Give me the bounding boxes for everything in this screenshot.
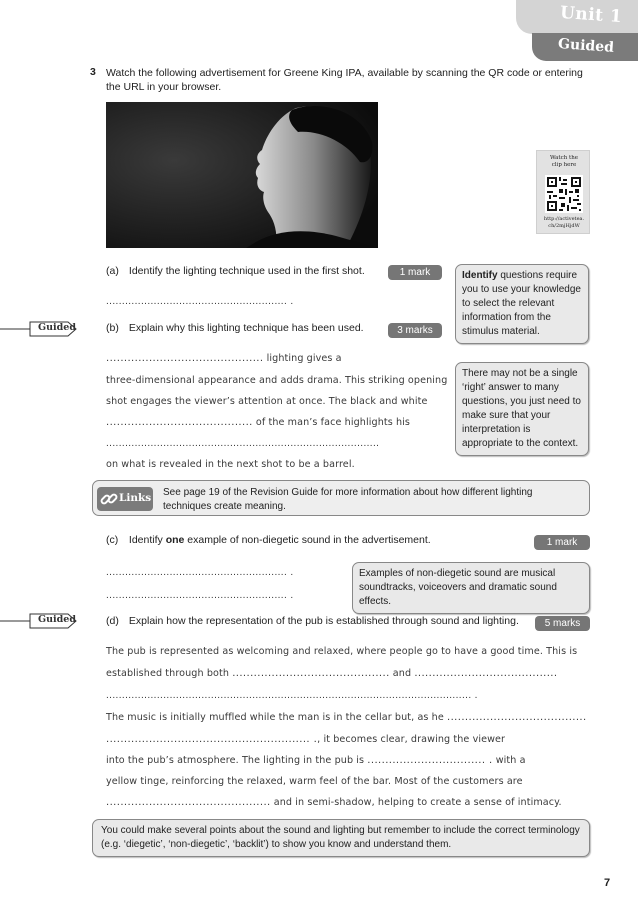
qr-url-line2[interactable]: ch/2mjHjdW — [548, 223, 580, 229]
part-b-line6: on what is revealed in the next shot to be a barrel. — [106, 459, 355, 470]
part-c-answer-line-2: ......................................................... . — [106, 590, 294, 601]
part-c-label: (c) — [106, 534, 119, 546]
identify-tip-text: questions require you to use your knowledge to select the relevant information from the stimulus material. — [462, 270, 581, 337]
part-d-label: (d) — [106, 615, 119, 627]
part-b-marks-badge: 3 marks — [388, 323, 442, 338]
part-a-marks-badge: 1 mark — [388, 265, 442, 280]
part-b-line4-dots: ......................................... — [106, 417, 253, 428]
part-b-line1 — [106, 353, 342, 364]
part-d-text: Explain how the representation of the pub is established through sound and lighting. — [128, 615, 519, 627]
part-d-line4-dots: ....................................... — [447, 712, 587, 723]
part-d-line2-mid: and — [389, 668, 415, 679]
qr-code-panel — [536, 150, 590, 234]
part-b-line1-dots: ............................................ — [106, 353, 264, 364]
part-d-line7: yellow tinge, reinforcing the relaxed, warm feel of the bar. Most of the customers are — [106, 776, 523, 787]
guided-tab-label: Guided — [557, 36, 615, 56]
part-d-line6-end: with a — [492, 755, 526, 766]
guided-tab — [532, 33, 638, 61]
part-b-line2: three-dimensional appearance and adds drama. This striking opening — [106, 375, 448, 386]
unit-tab — [516, 0, 638, 34]
part-b-line5-dots: ...................................................................................... — [106, 438, 380, 449]
unit-label: Unit 1 — [559, 2, 623, 28]
part-d-line1: The pub is represented as welcoming and relaxed, where people go to have a good time. This is — [106, 646, 578, 657]
part-d-line2 — [106, 668, 557, 679]
qr-watch-line2: clip here — [551, 162, 577, 168]
part-c-post: example of non-diegetic sound in the advertisement. — [184, 534, 431, 546]
part-d-line5-text: , it becomes clear, drawing the viewer — [317, 734, 506, 745]
part-d-line6-dots: ................................. . — [367, 755, 493, 766]
part-b-line1-text: lighting gives a — [263, 353, 342, 364]
part-d-marks-badge: 5 marks — [535, 616, 590, 631]
part-d-line2-text: established through both — [106, 668, 233, 679]
chain-link-icon — [99, 489, 119, 509]
question-text: Watch the following advertisement for Greene King IPA, available by scanning the QR code or entering the URL in your browser. — [106, 67, 583, 93]
part-b-line4 — [106, 417, 410, 428]
identify-tip-bold: Identify — [462, 270, 498, 281]
part-d-line3-dots: ................................................................................................................... . — [106, 690, 478, 701]
guided-marker-d — [0, 613, 78, 629]
guided-marker-b — [0, 321, 78, 337]
part-d-line5 — [106, 734, 505, 745]
question-number: 3 — [90, 66, 96, 78]
part-d-line5-dots: ......................................................... . — [106, 734, 318, 745]
links-badge — [97, 487, 153, 511]
part-d-line2-dots-b: ........................................ — [414, 668, 558, 679]
part-a-answer-line: ......................................................... . — [106, 296, 294, 307]
links-panel — [92, 480, 590, 516]
part-d-line8-text: and in semi-shadow, helping to create a sense of intimacy. — [270, 797, 562, 808]
page-number: 7 — [604, 877, 611, 889]
guided-marker-b-label: Guided — [38, 322, 76, 333]
part-b-label: (b) — [106, 322, 119, 334]
part-c-bold: one — [165, 534, 185, 546]
part-d-line2-dots-a: ............................................ — [232, 668, 390, 679]
part-b-line3: shot engages the viewer’s attention at once. The black and white — [106, 396, 428, 407]
part-d-line8-dots: .............................................. — [106, 797, 271, 808]
part-d-line4-text: The music is initially muffled while the man is in the cellar but, as he — [106, 712, 448, 723]
part-c-question — [106, 534, 431, 546]
qr-watch-line1: Watch the — [549, 155, 579, 161]
part-d-line6-text: into the pub’s atmosphere. The lighting in the pub is — [106, 755, 368, 766]
part-b-question — [106, 322, 364, 334]
links-text: See page 19 of the Revision Guide for more information about how different lighting techniques create meaning. — [163, 487, 533, 512]
part-d-line8 — [106, 797, 562, 808]
part-c-marks-badge: 1 mark — [534, 535, 590, 550]
terminology-tip-box: You could make several points about the sound and lighting but remember to include the correct terminology (e.g. ‘diegetic’, ‘non-diegetic’, ‘backlit’) to show you know and understand them. — [92, 819, 590, 857]
part-d-line4 — [106, 712, 587, 723]
part-a-label: (a) — [106, 265, 119, 277]
links-badge-label: Links — [119, 492, 152, 504]
part-c-pre: Identify — [128, 534, 166, 546]
part-d-line6 — [106, 755, 526, 766]
nondiegetic-tip-box: Examples of non-diegetic sound are musical soundtracks, voiceovers and dramatic sound effects. — [352, 562, 590, 614]
qr-code-icon[interactable] — [545, 175, 583, 213]
part-c-answer-line-1: ......................................................... . — [106, 567, 294, 578]
part-a-text: Identify the lighting technique used in the first shot. — [128, 265, 365, 277]
qr-url-line1[interactable]: http://activetea. — [543, 216, 585, 222]
right-answer-tip-box: There may not be a single ‘right’ answer to many questions, you just need to make sure that your interpretation is appropriate to the context. — [455, 362, 589, 456]
advert-still-image — [106, 102, 378, 248]
part-b-text: Explain why this lighting technique has been used. — [128, 322, 364, 334]
identify-tip-box — [455, 264, 589, 344]
part-b-line4-text: of the man’s face highlights his — [252, 417, 411, 428]
part-a-question — [106, 265, 365, 277]
part-d-question — [106, 615, 519, 627]
guided-marker-d-label: Guided — [38, 614, 76, 625]
